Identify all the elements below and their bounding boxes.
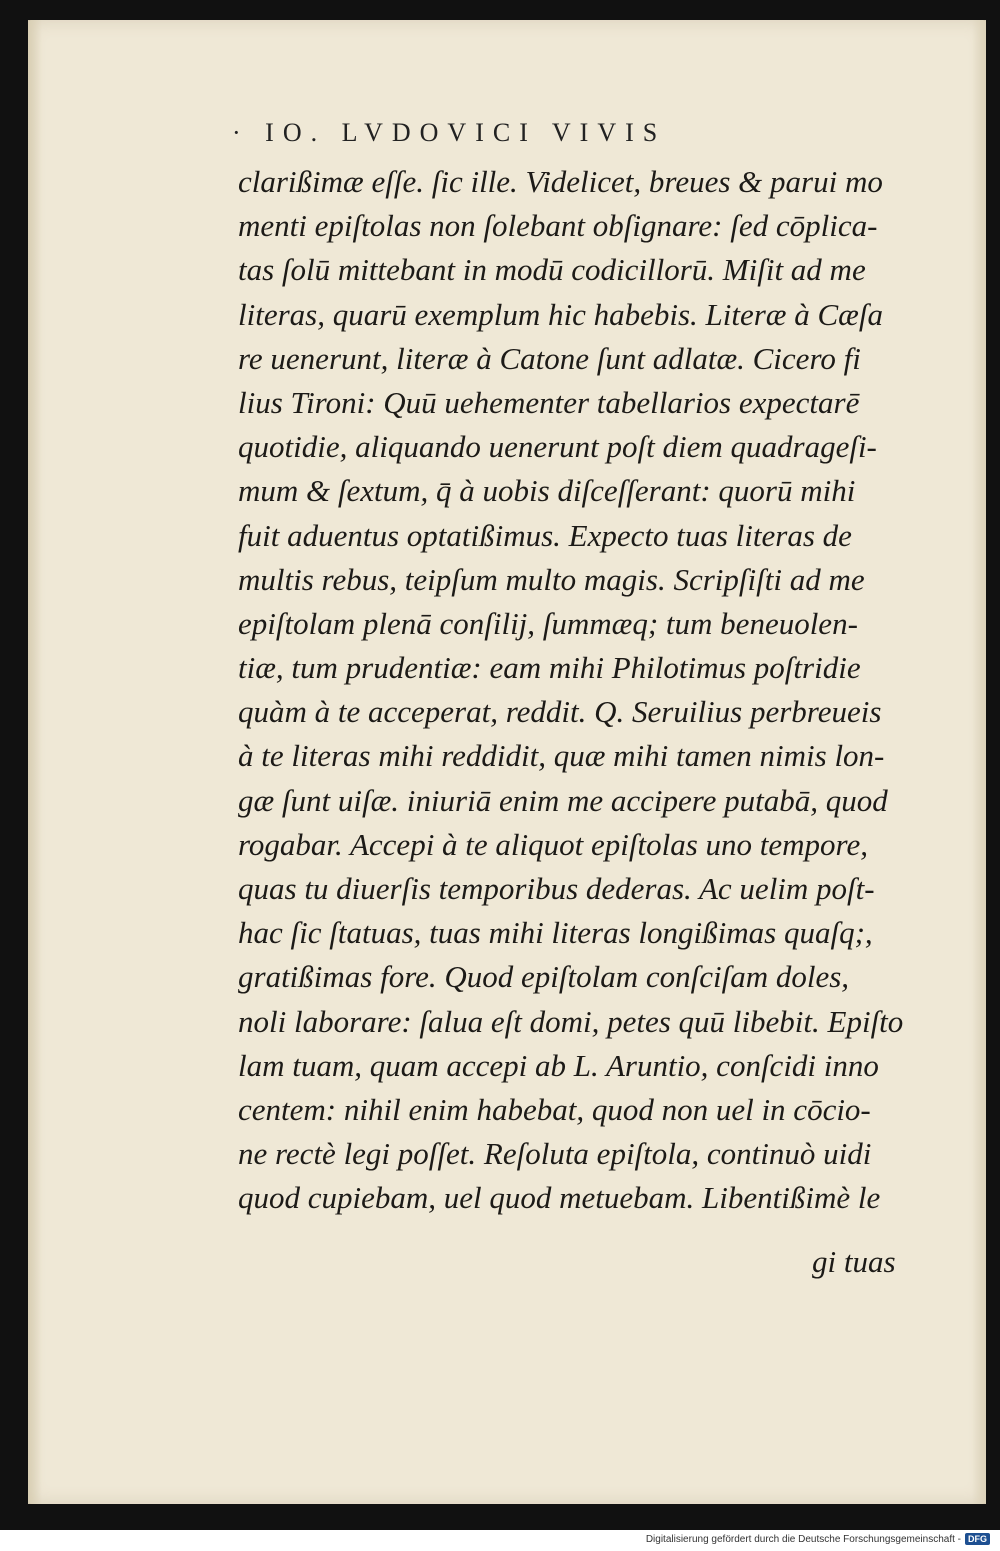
text-line: quas tu diuerſis temporibus dederas. Ac uelim poſt- (238, 871, 875, 906)
footer-credit: Digitalisierung gefördert durch die Deutsche Forschungsgemeinschaft - (645, 1533, 961, 1545)
text-line: centem: nihil enim habebat, quod non uel in cōcio- (238, 1091, 871, 1127)
running-head: · IO. LVDOVICI VIVIS (232, 118, 667, 147)
text-line: clarißimæ eſſe. ſic ille. Videlicet, breues & parui mo (238, 164, 883, 199)
text-line: epiſtolam plenā conſilij, ſummæq; tum beneuolen- (238, 605, 858, 641)
text-line: multis rebus, teipſum multo magis. Scripſiſti ad me (238, 561, 865, 597)
text-block (238, 160, 913, 1221)
text-line: quotidie, aliquando uenerunt poſt diem quadrageſi- (238, 429, 877, 465)
page-edge-left (28, 20, 42, 1504)
text-line: gæ ſunt uiſæ. iniuriā enim me accipere putabā, quod (238, 782, 888, 818)
text-line: noli laborare: ſalua eſt domi, petes quū libebit. Epiſto (238, 1003, 904, 1039)
text-line: ne rectè legi poſſet. Reſoluta epiſtola, continuò uidi (238, 1136, 872, 1172)
text-line: tas ſolū mittebant in modū codicillorū. Miſit ad me (238, 252, 866, 288)
text-line: lam tuam, quam accepi ab L. Aruntio, conſcidi inno (238, 1047, 879, 1083)
text-line: rogabar. Accepi à te aliquot epiſtolas uno tempore, (238, 826, 868, 862)
text-line: quod cupiebam, uel quod metuebam. Libentißimè le (238, 1180, 881, 1216)
text-line: gratißimas fore. Quod epiſtolam conſciſam doles, (238, 959, 850, 995)
text-line: lius Tironi: Quū uehementer tabellarios expectarē (238, 384, 860, 420)
text-line: quàm à te acceperat, reddit. Q. Seruilius perbreueis (238, 694, 882, 730)
dfg-logo: DFG (965, 1533, 990, 1545)
text-line: hac ſic ſtatuas, tuas mihi literas longißimas quaſq;, (238, 915, 873, 951)
text-line: mum & ſextum, q̄ à uobis diſceſſerant: quorū mihi (238, 473, 856, 509)
text-line: literas, quarū exemplum hic habebis. Literæ à Cæſa (238, 296, 883, 332)
footer (646, 1531, 990, 1547)
text-line: tiæ, tum prudentiæ: eam mihi Philotimus poſtridie (238, 650, 861, 686)
text-line: à te literas mihi reddidit, quæ mihi tamen nimis lon- (238, 738, 885, 774)
text-line: re uenerunt, literæ à Catone ſunt adlatæ. Cicero fi (238, 340, 861, 376)
page-edge-right (972, 20, 986, 1504)
catchword: gi tuas (812, 1244, 896, 1279)
text-line: fuit aduentus optatißimus. Expecto tuas literas de (238, 517, 852, 553)
text-line: menti epiſtolas non ſolebant obſignare: ſed cōplica- (238, 208, 878, 244)
